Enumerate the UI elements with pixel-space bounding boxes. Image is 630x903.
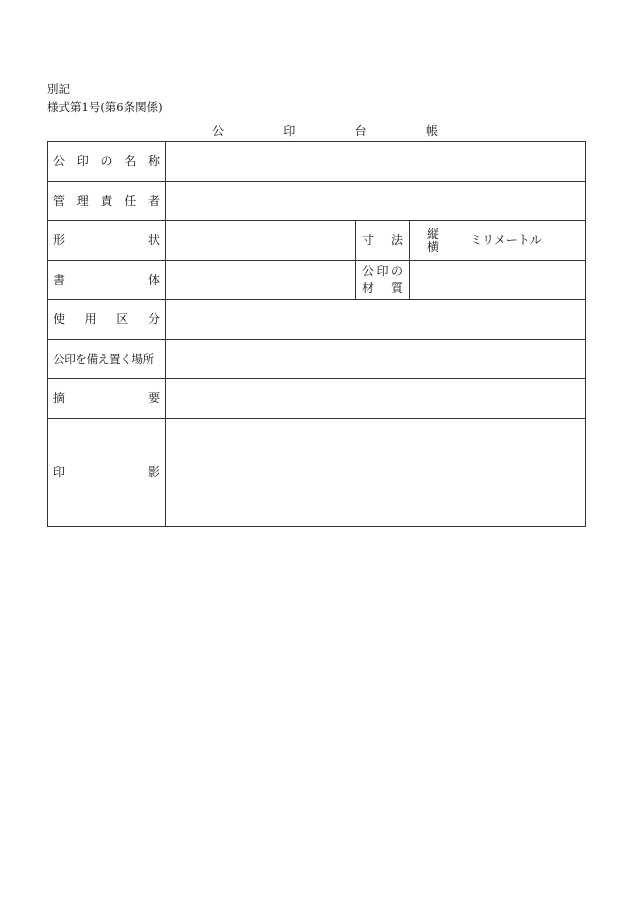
table-row [48, 261, 586, 300]
table-row [48, 300, 586, 340]
label-char: 法 [390, 233, 403, 247]
label-char: 摘 [53, 391, 66, 405]
impression-field[interactable] [166, 419, 586, 527]
label-char: 寸 [362, 233, 375, 247]
table-row [48, 182, 586, 221]
label-impression [48, 419, 166, 527]
label-char: 名 [124, 154, 137, 168]
label-char: 管 [53, 193, 66, 208]
label-char: 公 [53, 154, 66, 168]
label-char: 任 [124, 193, 137, 208]
label-char: 印 [53, 465, 66, 479]
title-char: 台 [354, 124, 367, 138]
label-char: 責 [100, 193, 113, 208]
label-summary [48, 379, 166, 419]
label-typeface [48, 261, 166, 300]
dims-vertical-label: 縦 [427, 226, 440, 241]
label-char: 形 [53, 233, 66, 247]
label-char: の [100, 154, 113, 168]
dims-horizontal-label: 横 [427, 239, 440, 254]
label-dimensions [356, 221, 410, 261]
seal-name-field[interactable] [166, 142, 586, 182]
label-storage-place [48, 340, 166, 379]
label-char: 公 [362, 264, 375, 278]
label-char: 区 [116, 312, 129, 326]
title-char: 印 [283, 124, 296, 138]
form-title [166, 124, 484, 139]
label-char: 使 [53, 312, 66, 326]
usage-field[interactable] [166, 300, 586, 340]
label-char: 称 [147, 154, 160, 168]
label-char: 書 [53, 272, 66, 287]
typeface-field[interactable] [166, 261, 356, 300]
label-char: 体 [147, 272, 160, 287]
label-char: 材 [362, 281, 375, 295]
summary-field[interactable] [166, 379, 586, 419]
label-char: 用 [84, 312, 97, 326]
label-seal-name [48, 142, 166, 182]
table-row [48, 142, 586, 182]
table-row [48, 419, 586, 527]
label-char: 分 [147, 312, 160, 326]
dimensions-field[interactable] [410, 221, 586, 261]
label-char: 状 [147, 233, 160, 247]
label-char: 影 [147, 465, 160, 479]
seal-ledger-table [47, 141, 586, 527]
shape-field[interactable] [166, 221, 356, 261]
material-field[interactable] [410, 261, 586, 300]
label-char: 者 [147, 193, 160, 208]
label-char: 印 [376, 264, 389, 278]
label-material [356, 261, 410, 300]
label-usage [48, 300, 166, 340]
label-shape [48, 221, 166, 261]
table-row [48, 379, 586, 419]
dims-unit-label: ミリメートル [470, 233, 542, 247]
label-manager [48, 182, 166, 221]
table-row [48, 340, 586, 379]
form-number: 様式第1号(第6条関係) [47, 100, 163, 114]
label-char: の [390, 264, 403, 278]
annex-label: 別記 [47, 82, 70, 96]
label-char: 質 [390, 281, 403, 295]
label-char: 理 [76, 193, 89, 208]
storage-place-field[interactable] [166, 340, 586, 379]
title-char: 帳 [425, 124, 438, 138]
title-char: 公 [212, 124, 225, 138]
label-char: 印 [76, 154, 89, 168]
label-char: 要 [147, 391, 160, 405]
table-row [48, 221, 586, 261]
label-text: 公印を備え置く場所 [53, 351, 154, 366]
manager-field[interactable] [166, 182, 586, 221]
